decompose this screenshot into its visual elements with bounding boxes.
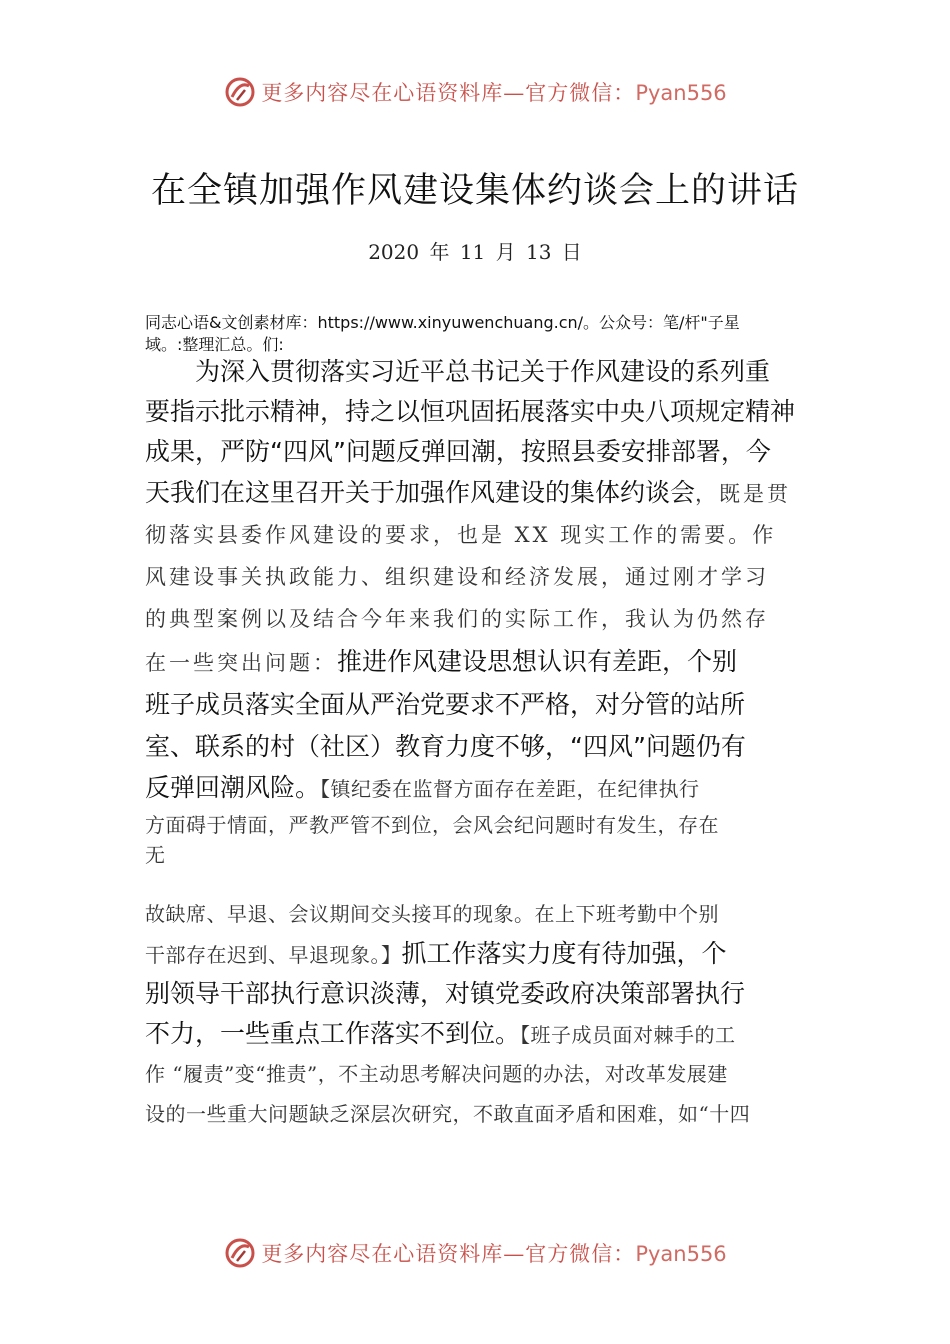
body-line: 故缺席、早退、会议期间交头接耳的现象。在上下班考勤中个别 <box>145 902 719 926</box>
wechat-id: Pyan556 <box>635 1242 727 1266</box>
body-line: 的典型案例以及结合今年来我们的实际工作，我认为仍然存 <box>145 607 769 631</box>
banner-text: 更多内容尽在心语资料库—官方微信：Pyan556 <box>261 1242 727 1266</box>
source-line: 同志心语&文创素材库：https://www.xinyuwenchuang.cn/。公众号：笔/杆"子星 <box>145 313 740 332</box>
body-line: 要指示批示精神，持之以恒巩固拓展落实中央八项规定精神 <box>145 397 796 426</box>
wechat-id: Pyan556 <box>635 81 727 105</box>
footer-watermark-banner <box>0 1233 950 1273</box>
body-line: 风建设事关执政能力、组织建设和经济发展，通过刚才学习 <box>145 565 769 589</box>
body-line: 别领导干部执行意识淡薄，对镇党委政府决策部署执行 <box>145 979 746 1008</box>
body-line: 无 <box>145 843 166 867</box>
body-line: 干部存在迟到、早退现象。】抓工作落实力度有待加强，个 <box>145 939 727 968</box>
body-line: 方面碍于情面，严教严管不到位，会风会纪问题时有发生，存在 <box>145 813 719 837</box>
brand-logo-icon <box>223 1236 257 1270</box>
body-line: 设的一些重大问题缺乏深层次研究，不敢直面矛盾和困难，如“十四 <box>145 1102 751 1126</box>
header-watermark-banner <box>0 72 950 112</box>
body-line: 反弹回潮风险。【镇纪委在监督方面存在差距，在纪律执行 <box>145 773 700 802</box>
document-body <box>145 352 807 1134</box>
body-line: 不力，一些重点工作落实不到位。【班子成员面对棘手的工 <box>145 1019 736 1048</box>
body-line: 室、联系的村（社区）教育力度不够，“四风”问题仍有 <box>145 732 746 761</box>
body-line: 成果，严防“四风”问题反弹回潮，按照县委安排部署，今 <box>145 437 771 466</box>
body-line: 天我们在这里召开关于加强作风建设的集体约谈会，既是贯 <box>145 478 792 507</box>
body-line: 彻落实县委作风建设的要求，也是 XX 现实工作的需要。作 <box>145 523 777 547</box>
source-note <box>145 312 807 356</box>
document-date: 2020 年 11 月 13 日 <box>368 240 582 264</box>
source-line: 域。:整理汇总。们: <box>145 335 284 354</box>
banner-text: 更多内容尽在心语资料库—官方微信：Pyan556 <box>261 81 727 105</box>
page-title: 在全镇加强作风建设集体约谈会上的讲话 <box>150 171 799 212</box>
body-line: 班子成员落实全面从严治党要求不严格，对分管的站所 <box>145 690 746 719</box>
body-line: 为深入贯彻落实习近平总书记关于作风建设的系列重 <box>195 357 771 386</box>
body-line: 在一些突出问题：推进作风建设思想认识有差距，个别 <box>145 647 738 676</box>
body-line: 作 “履责”变“推责”，不主动思考解决问题的办法，对改革发展建 <box>145 1062 728 1086</box>
brand-logo-icon <box>223 75 257 109</box>
